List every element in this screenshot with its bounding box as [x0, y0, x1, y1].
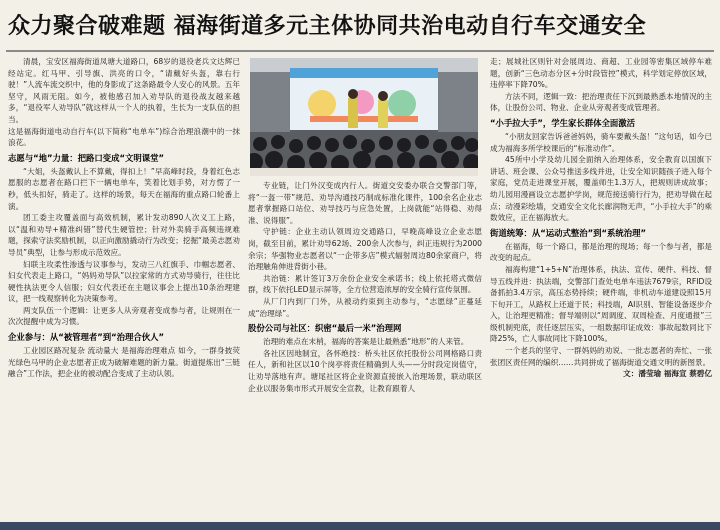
- paragraph: 工业园区路况复杂 流动量大 是福海治理难点 如今，一群身披荧光绿色马甲的企业志愿者正成为破解难题的新力量。街道提炼出“三链融合”工作法，把企业的被动配合变成了主动认领。: [8, 346, 240, 379]
- section-heading-enterprise: 企业参与：从“被管理者”到“治理合伙人”: [8, 332, 165, 343]
- paragraph: 从厂门内到厂门外，从被动约束到主动参与，“志愿绿”正蔓延成“治理绿”。: [248, 296, 482, 318]
- paragraph: 团工委主攻覆盖面与高效机制，累计发动890人次义工上路，以“温和劝导+精准纠错”替代生硬管控；针对外卖骑手高频违规难题，探索守法奖励机制，以正向激励撬动行为改变；挖掘“最美志愿劝导员”典型，让参与形成示范效应。: [8, 213, 240, 257]
- lead-paragraph-1: 清晨，宝安区福海街道凤塘大道路口，68岁的退役老兵文达辉已经站定。红马甲、引导旗、洪亮的口令，“请戴好头盔，靠右行驶！”人流车流交织中，他的身影成了这条路最令人安心的风景。五年坚守，风雨无阻。如今，被他感召加入劝导队的退役战友越来越多，“退役军人劝导队”就这样从一个人的执着，生长为一支队伍的担当。: [8, 57, 240, 124]
- paragraph: 方法不同，逻辑一致：把治理责任下沉到最熟悉本地情况的主体，让股份公司、物业、企业从旁观者变成管理者。: [490, 91, 712, 113]
- paragraph: 各社区因地制宜，各怀绝技：桥头社区依托股份公司网格路口责任人，新和社区以10个岗亭将责任精确到人头——分时段定岗值守，让劝导落地有声。塘尾社区将企业资源直接嵌入治理场景，联动联区企业以服务集市形式开展安全宣教，让教育跟着人: [248, 348, 482, 393]
- section-heading-system: 街道统筹：从“运动式整治”到“系统治理”: [490, 227, 647, 238]
- paragraph: “小朋友回家告诉爸爸妈妈，骑车要戴头盔！”这句话，如今已成为福海多所学校课后的“标准动作”。: [490, 131, 712, 153]
- column-1: [8, 56, 240, 380]
- paragraph: 治理的难点在末梢，福海的答案是让最熟悉“地形”的人来管。: [263, 337, 469, 347]
- section-heading-students: “小手拉大手”，学生家长群体全面激活: [490, 117, 636, 128]
- paragraph: 一个老兵的坚守、一群妈妈的劝说、一批志愿者的奔忙、一张张团区责任网的编织……共同拼成了福海街道交通文明的新图景。: [490, 346, 712, 367]
- paragraph: “大姐，头盔戴认上不算戴，得扣上！”早高峰时段，身着红色志愿服的志愿者在路口拦下一辆电单车，笑着比划手势，对方愣了一秒，低头扣好，骑走了。这样的场景，每天在福海的重点路口轮番上演。: [8, 166, 240, 211]
- paragraph: 专业链，让门外汉变成内行人。街道交安委办联合交警部门等，将“一盔一带”规范、劝导沟通技巧制成标准化课件，100余名企业志愿者掌握路口站位、劝导技巧与应急处置，上岗就能“站得稳、劝得准、说得服”。: [248, 181, 482, 225]
- column-3: [490, 56, 712, 380]
- paragraph: 45所中小学及幼儿园全面纳入治理体系，安全教育以国旗下讲话、班会课、公众号推送多线并进，让安全知识随孩子进入每个家庭，党员走进课堂开展，覆盖师生1.3万人，把规则讲成故事；幼儿园用漫画设立志愿护学岗，规范接送骑行行为，把劝导做在起点；动漫彩绘墙，交通安全文化长廊润物无声，“小手拉大手”的乘数效应，正在福海放大。: [490, 155, 712, 223]
- paragraph: 守护链：企业主动认领周边交通路口，早晚高峰设立企业志愿岗，截至目前，累计劝导62场、200余人次参与，纠正违规行为2000余宗；华强物业志愿者以“一企带多店”模式辐射周边80余家商户，将治理触角伸进背街小巷。: [248, 227, 482, 272]
- footer-strip: [0, 522, 720, 530]
- paragraph: 妇联主攻柔性渗透与议事参与，发动三八红旗手、巾帼志愿者、妇女代表走上路口，“妈妈劝导队”以拉家常的方式劝导骑行，往往比硬性执法更令人信服；妇女代表还在主题议事会上提出10条治理建议，把一线观察转化为决策参考。: [8, 259, 240, 304]
- headline-rule: [6, 50, 714, 52]
- event-photo: [250, 58, 478, 176]
- column-2: [248, 180, 482, 394]
- paragraph: 福海构建“1+5+N”治理体系，执法、宣传、硬件、科技、督导五线并进：执法端，交警部门查处电单车违法7679宗，RFID设备抓拍3.4万宗，高压态势持续；硬件端，非机动车道建设照15月下旬开工，从路权上还道于民；科技端，AI识别、智能设备逐步介入，让治理更精准；督导端则以“周调度、双周检查、月度通报”三级机制兜底，责任逐层压实，一组数据印证成效：事故起数同比下降25%，亡人事故同比下降100%。: [490, 264, 712, 344]
- classroom-scene-image: [250, 58, 478, 176]
- headline: 众力聚合破难题 福海街道多元主体协同共治电动自行车交通安全: [8, 13, 647, 39]
- paragraph: 在福海，每一个路口，都是治理的现场；每一个参与者，都是改变的起点。: [490, 241, 712, 263]
- lead-paragraph-2: 这是福海街道电动自行车(以下简称“电单车”)综合治理浪潮中的一抹浪花。: [8, 126, 240, 148]
- paragraph: 走；展城社区则针对会展周边、商超、工业园等密集区域停车难题，创新“三色动态分区+分时段管控”模式，科学划定停放区域，违停率下降70%。: [490, 57, 712, 90]
- section-heading-community: 股份公司与社区：织密“最后一米”治理网: [248, 323, 402, 334]
- section-heading-volunteers: 志愿与“地”力量：把路口变成“文明课堂”: [8, 152, 165, 163]
- paragraph: 共治链：累计签订3万余份企业安全承诺书；线上依托塔式微信群，线下依托LED显示屏等，全方位营造浓厚的安全骑行宣传氛围。: [248, 273, 482, 295]
- paragraph: 两支队伍一个逻辑：让更多人从旁观者变成参与者，让规则在一次次提醒中成为习惯。: [8, 305, 240, 327]
- byline: 文：潘莹瑜 福海宣 蔡碧亿: [623, 369, 712, 379]
